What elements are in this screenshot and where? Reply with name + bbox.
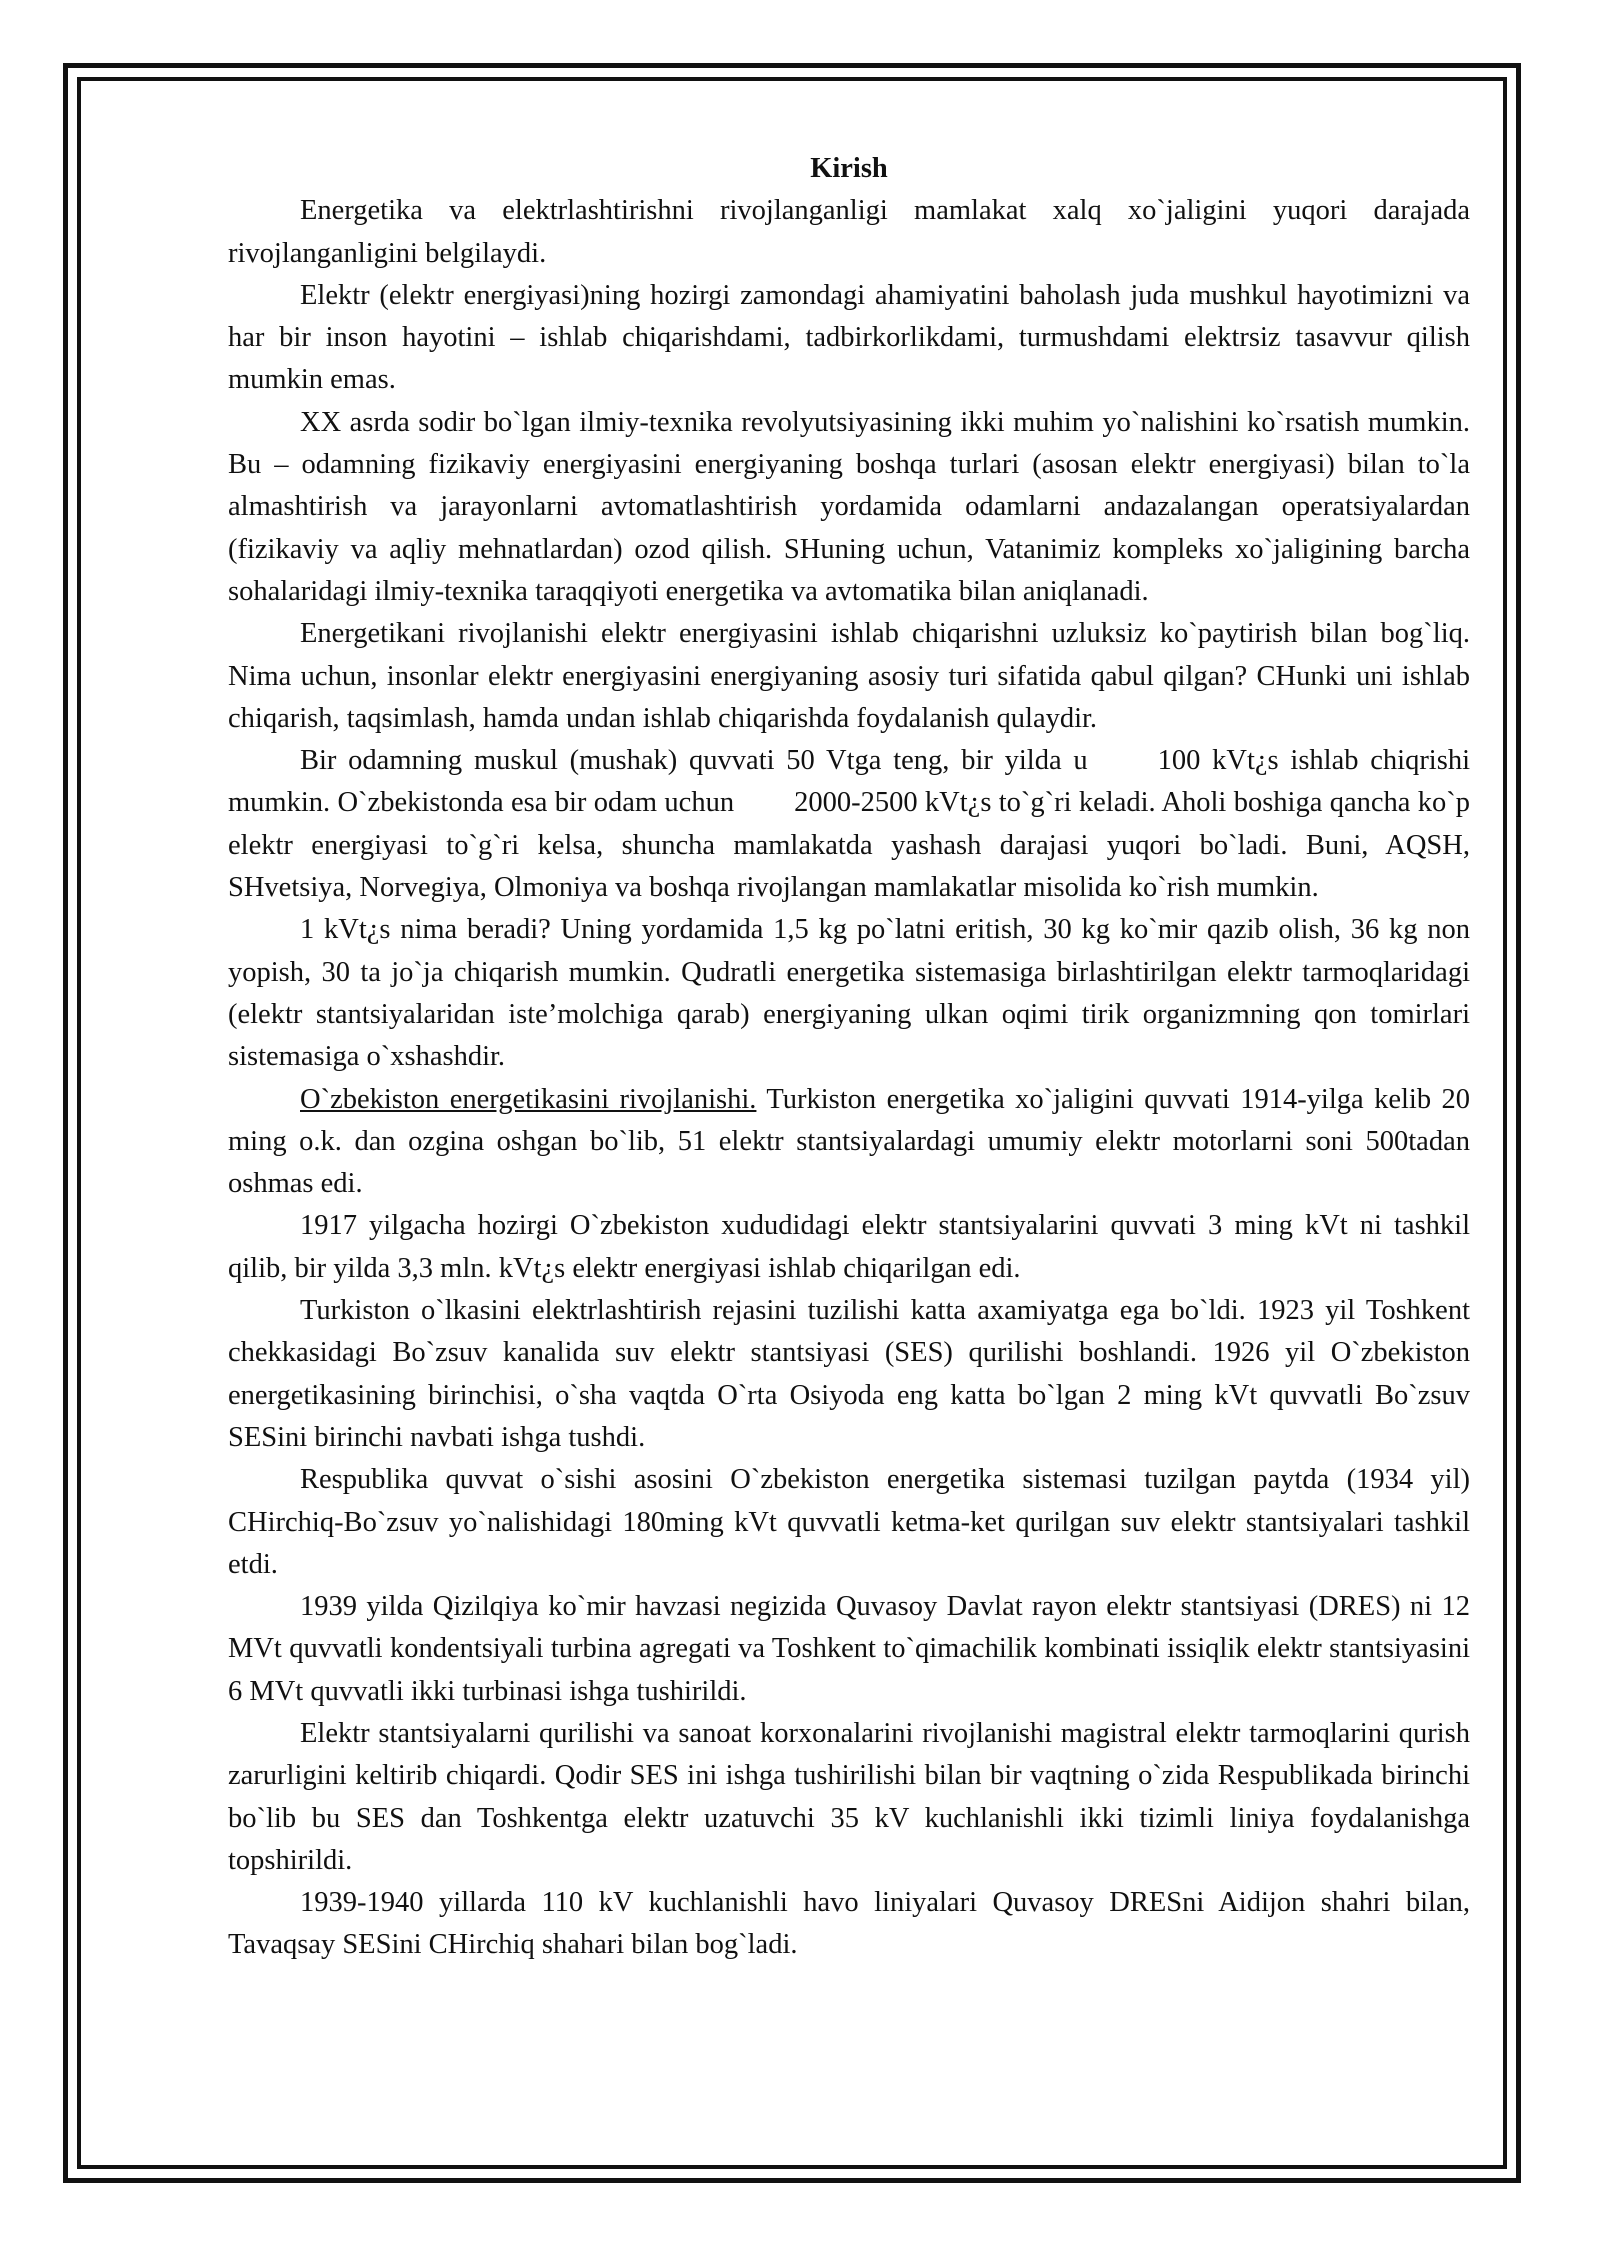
section-heading-underlined: O`zbekiston energetikasini rivojlanishi.	[300, 1083, 757, 1115]
document-body	[228, 148, 1470, 1967]
paragraph-7-text: Turkiston energetika xo`jaligini quvvati 1914-yilga kelib 20 ming o.k. dan ozgina oshgan bo`lib, 51 elektr stantsiyalardagi umumiy elektr motorlarni soni 500tadan oshmas edi.	[228, 1083, 1470, 1200]
paragraph-5-part-a: Bir odamning muskul (mushak) quvvati 50 Vtga teng, bir yilda u	[300, 745, 1088, 777]
paragraph-5-part-c: 2000-2500 kVt¿s to`g`ri keladi. Aholi boshiga qancha ko`p elektr energiyasi to`g`ri kelsa, shuncha mamlakatda yashash darajasi yuqori bo`ladi. Buni, AQSH, SHvetsiya, Norvegiya, Olmoniya va boshqa rivojlangan mamlakatlar misolida ko`rish mumkin.	[228, 787, 1470, 904]
paragraph-9: Turkiston o`lkasini elektrlashtirish rejasini tuzilishi katta axamiyatga ega bo`ldi. 1923 yil Toshkent chekkasidagi Bo`zsuv kanalida suv elektr stantsiyasi (SES) qurilishi boshlandi. 1926 yil O`zbekiston energetikasining birinchisi, o`sha vaqtda O`rta Osiyoda eng katta bo`lgan 2 ming kVt quvvatli Bo`zsuv SESini birinchi navbati ishga tushdi.	[228, 1295, 1470, 1453]
paragraph-7	[228, 1079, 1470, 1206]
paragraph-2: Elektr (elektr energiyasi)ning hozirgi zamondagi ahamiyatini baholash juda mushkul hayotimizni va har bir inson hayotini – ishlab chiqarishdami, tadbirkorlikdami, turmushdami elektrsiz tasavvur qilish mumkin emas.	[228, 279, 1470, 396]
paragraph-11: 1939 yilda Qizilqiya ko`mir havzasi negizida Quvasoy Davlat rayon elektr stantsiyasi (DRES) ni 12 MVt quvvatli kondentsiyali turbina agregati va Toshkent to`qimachilik kombinati issiqlik elektr stantsiyasini 6 MVt quvvatli ikki turbinasi ishga tushirildi.	[228, 1591, 1470, 1707]
paragraph-13: 1939-1940 yillarda 110 kV kuchlanishli havo liniyalari Quvasoy DRESni Aidijon shahri bilan, Tavaqsay SESini CHirchiq shahari bilan bog`ladi.	[228, 1887, 1470, 1961]
paragraph-12: Elektr stantsiyalarni qurilishi va sanoat korxonalarini rivojlanishi magistral elektr tarmoqlarini qurish zarurligini keltirib chiqardi. Qodir SES ini ishga tushirilishi bilan bir vaqtning o`zida Respublikada birinchi bo`lib bu SES dan Toshkentga elektr uzatuvchi 35 kV kuchlanishli ikki tizimli liniya foydalanishga topshirildi.	[228, 1717, 1470, 1876]
paragraph-10: Respublika quvvat o`sishi asosini O`zbekiston energetika sistemasi tuzilgan paytda (1934 yil) CHirchiq-Bo`zsuv yo`nalishidagi 180ming kVt quvvatli ketma-ket qurilgan suv elektr stantsiyalari tashkil etdi.	[228, 1464, 1470, 1580]
document-title: Kirish	[810, 153, 888, 184]
paragraph-5	[228, 740, 1470, 909]
paragraph-1: Energetika va elektrlashtirishni rivojlanganligi mamlakat xalq xo`jaligini yuqori darajada rivojlanganligini belgilaydi.	[228, 195, 1470, 269]
paragraph-5-part-b: 100 kVt¿s ishlab chiqrishi mumkin. O`zbekistonda esa bir odam uchun	[228, 745, 1470, 819]
paragraph-3: XX asrda sodir bo`lgan ilmiy-texnika revolyutsiyasining ikki muhim yo`nalishini ko`rsatish mumkin. Bu – odamning fizikaviy energiyasini energiyaning boshqa turlari (asosan elektr energiyasi) bilan to`la almashtirish va jarayonlarni avtomatlashtirish yordamida odamlarni andazalangan operatsiyalardan (fizikaviy va aqliy mehnatlardan) ozod qilish. SHuning uchun, Vatanimiz kompleks xo`jaligining barcha sohalaridagi ilmiy-texnika taraqqiyoti energetika va avtomatika bilan aniqlanadi.	[228, 406, 1470, 607]
paragraph-6: 1 kVt¿s nima beradi? Uning yordamida 1,5 kg po`latni eritish, 30 kg ko`mir qazib olish, 36 kg non yopish, 30 ta jo`ja chiqarish mumkin. Qudratli energetika sistemasiga birlashtirilgan elektr tarmoqlaridagi (elektr stantsiyalaridan iste’molchiga qarab) energiyaning ulkan oqimi tirik organizmning qon tomirlari sistemasiga o`xshashdir.	[228, 914, 1470, 1073]
paragraph-4: Energetikani rivojlanishi elektr energiyasini ishlab chiqarishni uzluksiz ko`paytirish bilan bog`liq. Nima uchun, insonlar elektr energiyasini energiyaning asosiy turi sifatida qabul qilgan? CHunki uni ishlab chiqarish, taqsimlash, hamda undan ishlab chiqarishda foydalanish qulaydir.	[228, 618, 1470, 734]
paragraph-8: 1917 yilgacha hozirgi O`zbekiston xududidagi elektr stantsiyalarini quvvati 3 ming kVt ni tashkil qilib, bir yilda 3,3 mln. kVt¿s elektr energiyasi ishlab chiqarilgan edi.	[228, 1210, 1470, 1284]
